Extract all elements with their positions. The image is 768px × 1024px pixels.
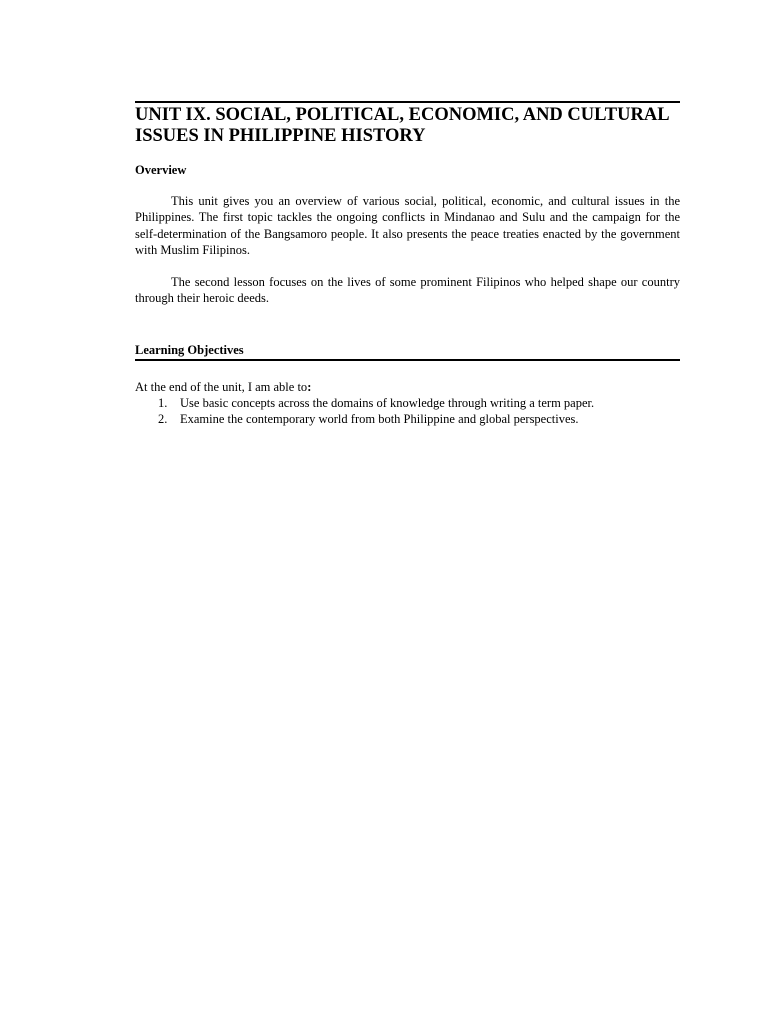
objective-text: Use basic concepts across the domains of knowledge through writing a term paper. bbox=[180, 396, 595, 411]
overview-paragraph-1: This unit gives you an overview of various social, political, economic, and cultural issues in the Philippines. The first topic tackles the ongoing conflicts in Mindanao and Sulu and the campaign for the self-determination of the Bangsamoro people. It also presents the peace treaties enacted by the government with Muslim Filipinos. bbox=[135, 194, 680, 257]
objectives-rule bbox=[135, 359, 680, 361]
objectives-intro bbox=[135, 379, 680, 395]
objective-number: 1. bbox=[158, 396, 168, 411]
objective-item-1 bbox=[135, 395, 680, 411]
title-top-rule bbox=[135, 101, 680, 103]
unit-title-line-2: ISSUES IN PHILIPPINE HISTORY bbox=[135, 126, 426, 146]
objective-text: Examine the contemporary world from both Philippine and global perspectives. bbox=[180, 412, 579, 427]
overview-heading: Overview bbox=[135, 163, 187, 177]
learning-objectives-heading: Learning Objectives bbox=[135, 342, 244, 357]
objectives-intro-text: At the end of the unit, I am able to bbox=[135, 379, 308, 394]
overview-paragraph-2: The second lesson focuses on the lives of some prominent Filipinos who helped shape our country through their heroic deeds. bbox=[135, 275, 680, 306]
objective-number: 2. bbox=[158, 412, 168, 427]
unit-title bbox=[135, 105, 680, 147]
objective-item-2 bbox=[135, 411, 680, 427]
document-page bbox=[135, 101, 680, 428]
unit-title-line-1: UNIT IX. SOCIAL, POLITICAL, ECONOMIC, AND CULTURAL bbox=[135, 105, 670, 125]
objectives-list bbox=[135, 395, 680, 428]
objectives-intro-colon: : bbox=[307, 379, 312, 394]
